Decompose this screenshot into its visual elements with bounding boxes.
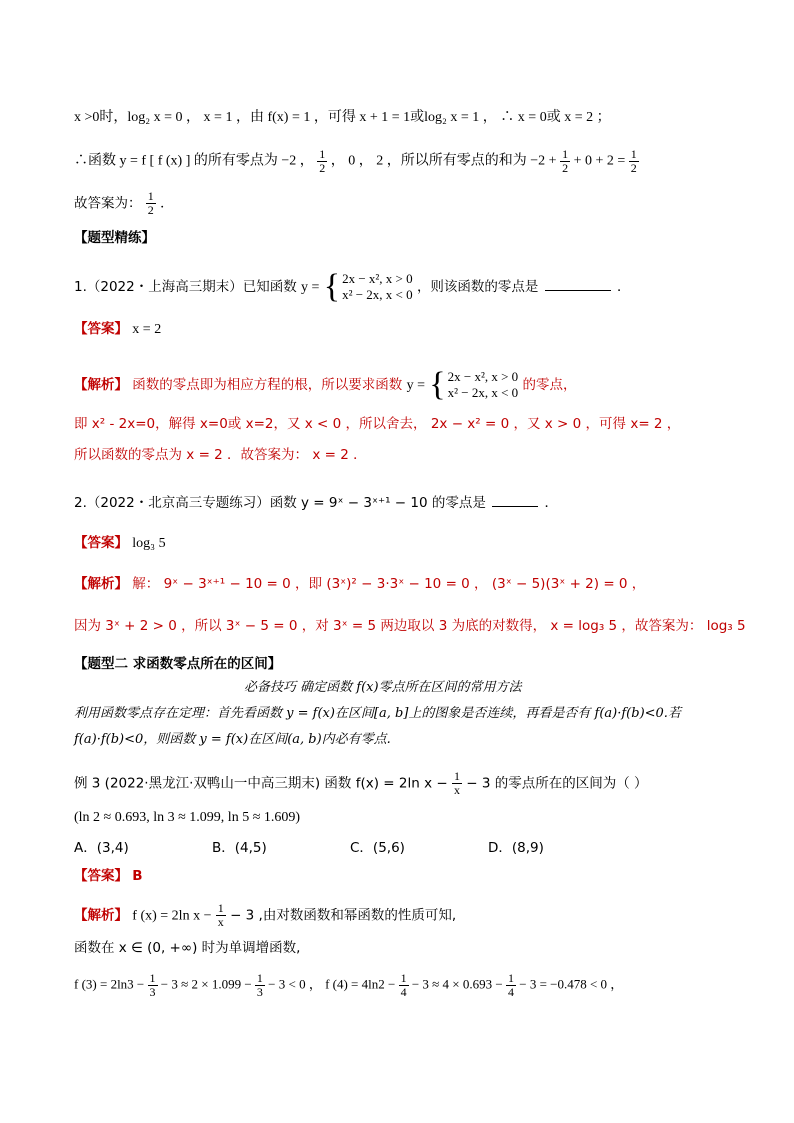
explanation-2: 【解析】 解： 9ˣ − 3ˣ⁺¹ − 10 = 0 ，即 (3ˣ)² − 3·3ˣ − 10 = 0 ， (3ˣ − 5)(3ˣ + 2) = 0 ，: [74, 576, 646, 592]
explanation-tag: 【解析】: [74, 907, 128, 924]
fraction-one-half: $\frac{1}{2}$: [319, 147, 326, 175]
fraction-one-half: $\frac{1}{2}$: [147, 189, 154, 217]
option-b[interactable]: B．(4,5): [212, 840, 267, 856]
option-c[interactable]: C．(5,6): [350, 840, 405, 856]
fraction-one-over-x: $\frac{1}{x}$: [217, 901, 224, 929]
question-1: 1.（2022・上海高三期末）已知函数 y = { 2x − x², x > 0 x² − 2x, x < 0 ，则该函数的零点是 ．: [74, 268, 631, 305]
piecewise-function: { 2x − x², x > 0 x² − 2x, x < 0: [323, 268, 413, 305]
explanation-3: 【解析】 f (x) = 2ln x − $\frac{1}{x}$ − 3 ,由对数函数和幂函数的性质可知,: [74, 901, 457, 929]
answer-tag: 【答案】: [74, 535, 128, 551]
answer-1: 【答案】 x = 2: [74, 321, 162, 337]
section-heading-practice: 【题型精练】: [74, 230, 155, 246]
tip-title: 必备技巧 确定函数 f(x)零点所在区间的常用方法: [244, 680, 522, 695]
question-2: 2.（2022・北京高三专题练习）函数 y = 9ˣ − 3ˣ⁺¹ − 10 的零点是 ．: [74, 492, 724, 513]
option-a[interactable]: A．(3,4): [74, 840, 129, 856]
tip-line-2: f(a)·f(b)<0，则函数 y = f(x)在区间(a, b)内必有零点.: [74, 732, 391, 747]
answer-2: 【答案】 log₃ 5: [74, 535, 166, 551]
solution-line-2: ∴函数 y = f [ f (x) ] 的所有零点为 −2 ， $\frac{1}{2}$ ， 0 ， 2 ，所以所有零点的和为 −2 + $\frac{1}{2}$ + 0 + 2 = $\frac{1}{2}$: [74, 147, 637, 175]
tip-line-1: 利用函数零点存在定理：首先看函数 y = f(x)在区间[a, b]上的图象是否连续，再看是否有 f(a)·f(b)<0.若: [74, 706, 681, 721]
fraction-one-half: $\frac{1}{2}$: [562, 147, 569, 175]
explanation-2-line-2: 因为 3ˣ + 2 > 0 ，所以 3ˣ − 5 = 0 ，对 3ˣ = 5 两边取以 3 为底的对数得， x = log₃ 5 ，故答案为： log₃ 5: [74, 618, 746, 634]
explanation-1: 【解析】 函数的零点即为相应方程的根，所以要求函数 y = { 2x − x², x > 0 x² − 2x, x < 0 的零点，: [74, 366, 577, 403]
fraction-one-fourth: $\frac{1}{4}$: [507, 971, 514, 999]
explanation-1-line-3: 所以函数的零点为 x = 2 ．故答案为： x = 2 ．: [74, 447, 367, 463]
answer-summary-line: 故答案为： $\frac{1}{2}$ ．: [74, 189, 174, 217]
answer-blank: [492, 492, 538, 507]
answer-3: 【答案】 B: [74, 868, 143, 884]
fraction-one-fourth: $\frac{1}{4}$: [400, 971, 407, 999]
fraction-one-third: $\frac{1}{3}$: [149, 971, 156, 999]
example-3: 例 3 (2022·黑龙江·双鸭山一中高三期末) 函数 f(x) = 2ln x − $\frac{1}{x}$ − 3 的零点所在的区间为（ ）: [74, 769, 648, 797]
explanation-1-line-2: 即 x² - 2x=0，解得 x=0或 x=2，又 x < 0 ，所以舍去， 2x − x² = 0 ，又 x > 0 ，可得 x= 2 ，: [74, 416, 681, 432]
answer-tag: 【答案】: [74, 868, 128, 884]
fraction-one-third: $\frac{1}{3}$: [256, 971, 263, 999]
fraction-one-over-x: $\frac{1}{x}$: [453, 769, 460, 797]
fraction-one-half: $\frac{1}{2}$: [630, 147, 637, 175]
solution-line-1: x >0时，log₂ x = 0 ， x = 1 ，由 f(x) = 1 ，可得 x + 1 = 1或log₂ x = 1 ， ∴ x = 0或 x = 2 ；: [74, 110, 611, 125]
option-d[interactable]: D．(8,9): [488, 840, 544, 856]
explanation-tag: 【解析】: [74, 377, 128, 393]
answer-blank: [545, 276, 611, 291]
section-heading-type-2: 【题型二 求函数零点所在的区间】: [74, 656, 282, 672]
answer-tag: 【答案】: [74, 321, 128, 337]
explanation-3-line-3: f (3) = 2ln3 − $\frac{1}{3}$ − 3 ≈ 2 × 1.099 − $\frac{1}{3}$ − 3 < 0 ， f (4) = 4ln2 − $\frac{1}{4}$ − 3 ≈ 4 × 0.693 − $\frac{1}{4}$ − 3 = −0.478 < 0 ，: [74, 971, 624, 999]
piecewise-function: { 2x − x², x > 0 x² − 2x, x < 0: [429, 366, 519, 403]
explanation-tag: 【解析】: [74, 576, 128, 592]
example-3-reference-values: (ln 2 ≈ 0.693, ln 3 ≈ 1.099, ln 5 ≈ 1.609): [74, 810, 301, 825]
explanation-3-line-2: 函数在 x ∈ (0, +∞) 时为单调增函数,: [74, 940, 301, 956]
option-row: [74, 838, 724, 858]
